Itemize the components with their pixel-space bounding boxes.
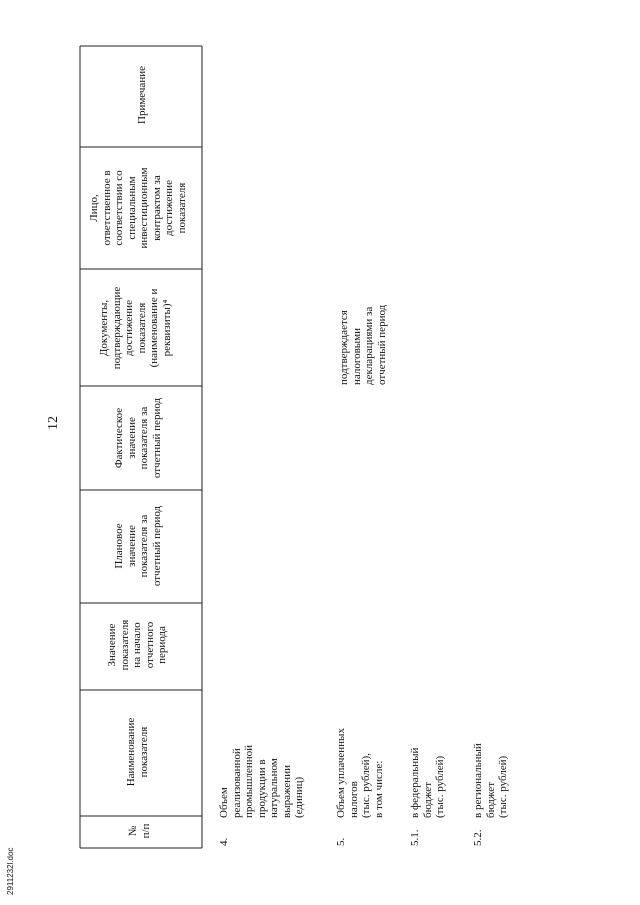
row-4-name: Объем реализованной промышленной продукции в натуральном выражении (единиц) [218,744,305,818]
header-responsible: Лицо, ответственное в соответствии со специальным инвестиционным контрактом за достижение показателя [88,167,188,249]
header-notes: Примечание [136,66,148,124]
row-5-2-number: 5.2. [472,829,484,846]
row-5-2-name: в региональный бюджет (тыс. рублей) [472,743,509,818]
row-5-number: 5. [335,837,347,846]
header-planned-value: Плановое значение показателя за отчетный период [113,505,163,587]
header-num: № п/п [127,823,152,839]
row-5-documents: подтверждается налоговыми декларациями за отчетный период [338,304,388,385]
page-number: 12 [46,416,61,430]
header-name: Наименование показателя [125,717,150,787]
row-4-number: 4. [218,837,230,846]
row-5-1-name: в федеральный бюджет (тыс. рублей) [409,747,446,818]
footer-filename: 2911232l.doc [6,847,15,895]
row-5-1-number: 5.1. [409,829,421,846]
header-start-value: Значение показателя на начало отчетного периода [106,619,168,671]
header-documents: Документы, подтверждающие достижение показателя (наименование и реквизиты)⁴ [98,286,173,370]
header-actual-value: Фактическое значение показателя за отчетный период [113,397,163,479]
row-5-name: Объем уплаченных налогов (тыс. рублей), в том числе: [335,728,385,818]
